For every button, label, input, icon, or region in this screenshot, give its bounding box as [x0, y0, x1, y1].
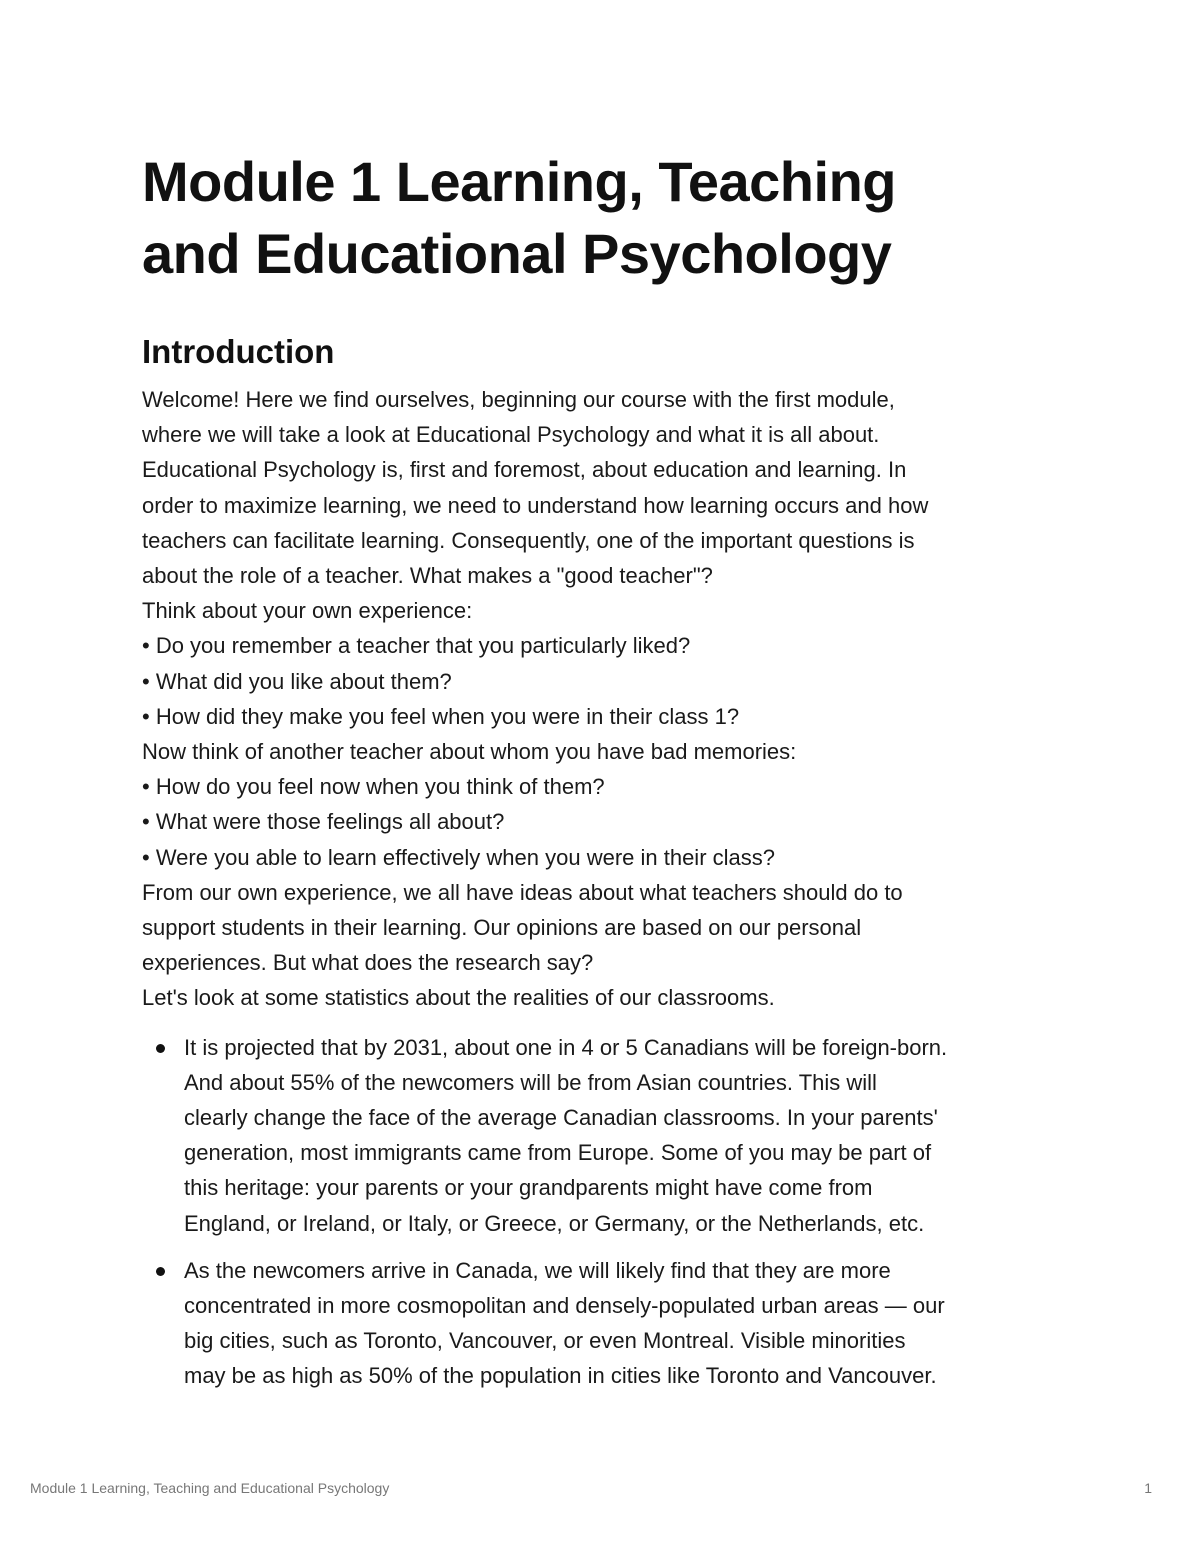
list-item-line: this heritage: your parents or your grandparents might have come from [184, 1175, 873, 1201]
intro-line: Let's look at some statistics about the realities of our classrooms. [142, 985, 775, 1011]
list-item-line: It is projected that by 2031, about one in 4 or 5 Canadians will be foreign-born. [184, 1034, 948, 1060]
page-title [142, 146, 1082, 290]
page-title-line-1: Module 1 Learning, Teaching [142, 150, 896, 213]
bullet-dot-icon [156, 1267, 165, 1276]
intro-line: Now think of another teacher about whom you have bad memories: [142, 739, 797, 765]
document-page [142, 146, 1082, 1406]
bullet-dot-icon [156, 1044, 165, 1053]
footer-title: Module 1 Learning, Teaching and Educational Psychology [30, 1480, 390, 1496]
intro-text [142, 382, 1082, 1016]
question-item: • Were you able to learn effectively when you were in their class? [142, 844, 775, 870]
list-item-line: may be as high as 50% of the population in cities like Toronto and Vancouver. [184, 1363, 937, 1389]
list-item [142, 1253, 1082, 1394]
page-footer [30, 1480, 1152, 1496]
intro-line: about the role of a teacher. What makes a "good teacher"? [142, 563, 713, 589]
question-item: • How do you feel now when you think of them? [142, 774, 605, 800]
question-item: • What did you like about them? [142, 668, 452, 694]
list-item-line: England, or Ireland, or Italy, or Greece, or Germany, or the Netherlands, etc. [184, 1210, 925, 1236]
intro-line: Welcome! Here we find ourselves, beginning our course with the first module, [142, 387, 895, 412]
intro-line: Educational Psychology is, first and foremost, about education and learning. In [142, 457, 907, 483]
statistics-list [142, 1030, 1082, 1394]
question-item: • How did they make you feel when you were in their class 1? [142, 703, 740, 729]
list-item [142, 1030, 1082, 1241]
intro-line: support students in their learning. Our opinions are based on our personal [142, 915, 862, 941]
intro-line: where we will take a look at Educational Psychology and what it is all about. [142, 422, 880, 448]
intro-line: Think about your own experience: [142, 598, 473, 624]
section-heading: Introduction [142, 333, 335, 370]
list-item-line: generation, most immigrants came from Europe. Some of you may be part of [184, 1140, 932, 1166]
intro-line: order to maximize learning, we need to understand how learning occurs and how [142, 492, 929, 518]
intro-line: teachers can facilitate learning. Consequently, one of the important questions is [142, 527, 915, 553]
list-item-line: big cities, such as Toronto, Vancouver, or even Montreal. Visible minorities [184, 1328, 906, 1354]
list-item-line: And about 55% of the newcomers will be from Asian countries. This will [184, 1069, 877, 1095]
question-item: • What were those feelings all about? [142, 809, 505, 835]
question-item: • Do you remember a teacher that you particularly liked? [142, 633, 691, 659]
list-item-line: As the newcomers arrive in Canada, we will likely find that they are more [184, 1257, 891, 1283]
page-title-line-2: and Educational Psychology [142, 222, 892, 285]
intro-line: From our own experience, we all have ideas about what teachers should do to [142, 879, 903, 905]
page-number: 1 [1144, 1480, 1152, 1496]
list-item-line: concentrated in more cosmopolitan and densely-populated urban areas — our [184, 1293, 945, 1319]
list-item-line: clearly change the face of the average Canadian classrooms. In your parents' [184, 1105, 938, 1131]
intro-line: experiences. But what does the research say? [142, 950, 594, 976]
